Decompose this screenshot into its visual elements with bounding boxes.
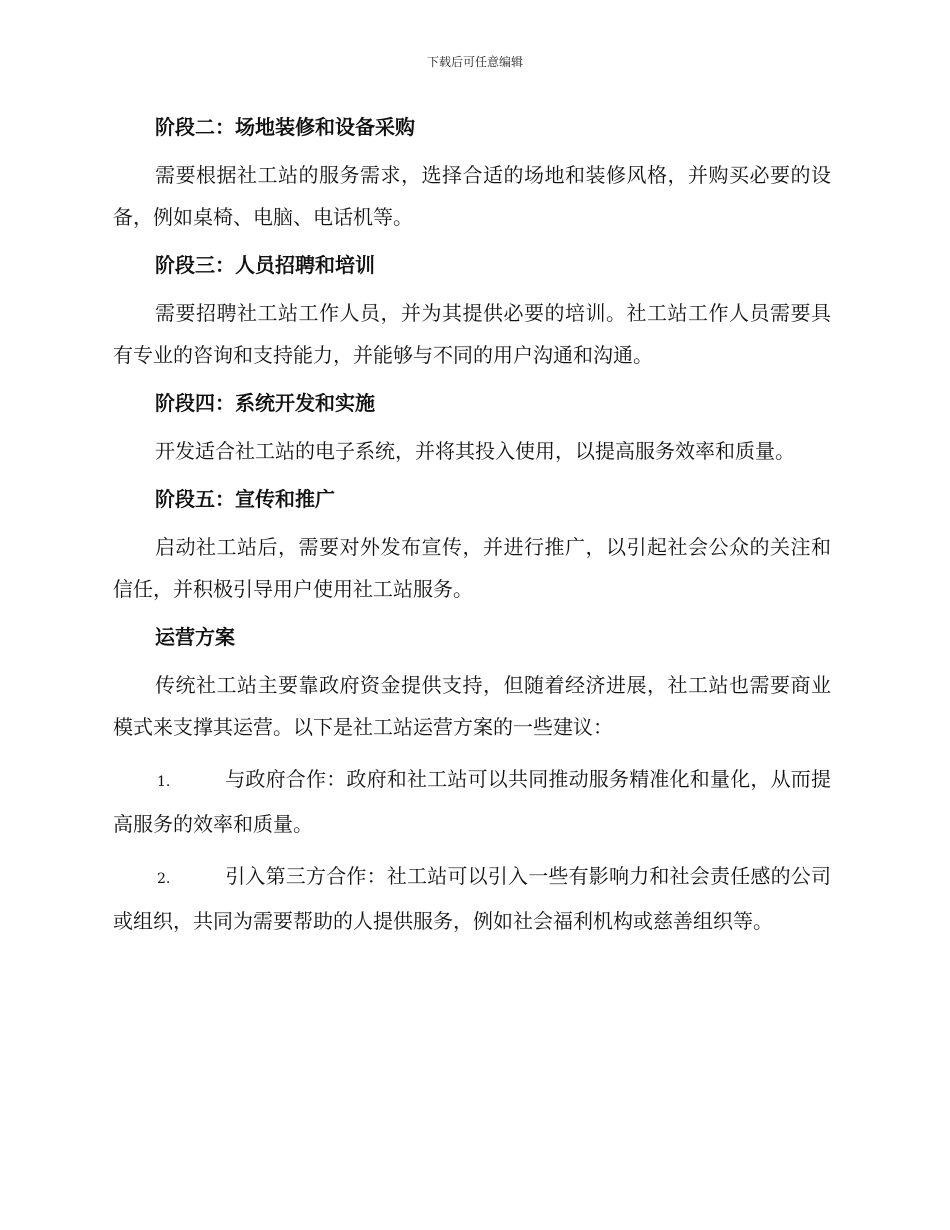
section-heading-stage-2: 阶段二：场地装修和设备采购 (155, 115, 415, 139)
list-text: 引入第三方合作：社工站可以引入一些有影响力和社会责任感的公司或组织，共同为需要帮助的人提供服务，例如社会福利机构或慈善组织等。 (113, 864, 831, 933)
list-number: 2. (157, 871, 171, 887)
document-body (113, 110, 831, 952)
section-heading-operations: 运营方案 (155, 625, 235, 649)
section-paragraph-stage-3: 需要招聘社工站工作人员，并为其提供必要的培训。社工站工作人员需要具有专业的咨询和支持能力，并能够与不同的用户沟通和沟通。 (113, 301, 831, 367)
section-heading-stage-4: 阶段四：系统开发和实施 (155, 391, 375, 415)
section-paragraph-stage-5: 启动社工站后，需要对外发布宣传，并进行推广，以引起社会公众的关注和信任，并积极引导用户使用社工站服务。 (113, 535, 831, 601)
section-paragraph-stage-4: 开发适合社工站的电子系统，并将其投入使用，以提高服务效率和质量。 (155, 439, 795, 463)
section-paragraph-stage-2: 需要根据社工站的服务需求，选择合适的场地和装修风格，并购买必要的设备，例如桌椅、电脑、电话机等。 (113, 163, 831, 229)
list-item (113, 855, 831, 942)
section-paragraph-operations: 传统社工站主要靠政府资金提供支持，但随着经济进展，社工站也需要商业模式来支撑其运营。以下是社工站运营方案的一些建议： (113, 673, 831, 739)
list-number: 1. (157, 774, 171, 790)
list-item (113, 758, 831, 845)
section-heading-stage-3: 阶段三：人员招聘和培训 (155, 253, 375, 277)
section-heading-stage-5: 阶段五：宣传和推广 (155, 487, 335, 511)
list-text: 与政府合作：政府和社工站可以共同推动服务精准化和量化，从而提高服务的效率和质量。 (113, 767, 831, 836)
page-header: 下载后可任意编辑 (426, 55, 523, 69)
